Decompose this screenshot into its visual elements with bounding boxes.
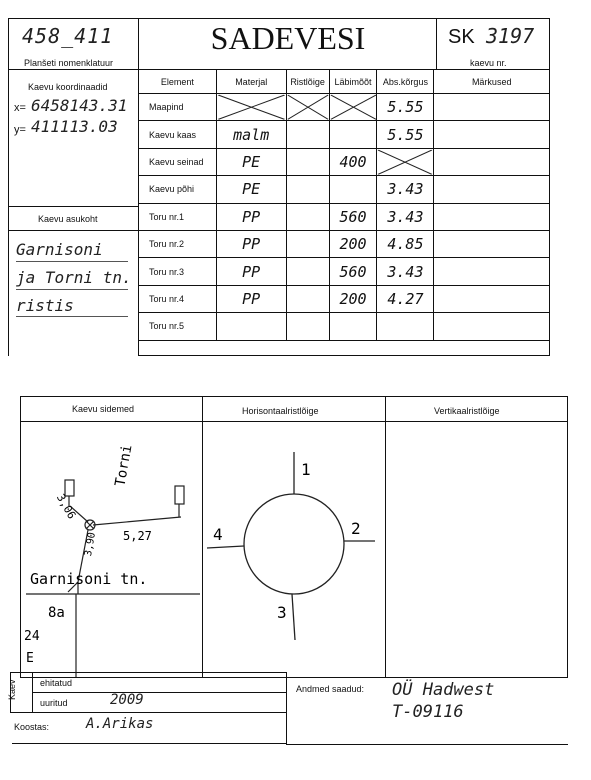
table-cell-height: 3.43 (377, 176, 434, 203)
table-header-row (139, 70, 550, 94)
col-element: Element (139, 70, 217, 94)
sheet-number-label: Planšeti nomenklatuur (24, 58, 114, 68)
table-cell-height: 4.27 (377, 285, 434, 312)
table-row (139, 121, 550, 148)
distance-a: 3,06 (53, 491, 79, 522)
uuritud-value: 2009 (110, 692, 144, 708)
kaev-label: Kaev (7, 679, 17, 700)
andmed-value-2: T-09116 (392, 702, 464, 722)
table-cell-cross (286, 94, 329, 121)
table-cell-material (216, 313, 286, 340)
table-cell-element: Toru nr.2 (139, 230, 217, 257)
col-abs-height: Abs.kõrgus (377, 70, 434, 94)
location-divider (8, 206, 139, 207)
table-cell-element: Toru nr.4 (139, 285, 217, 312)
cross-out-mark (377, 149, 433, 175)
table-cell-element: Kaevu kaas (139, 121, 217, 148)
horisontaal-label: Horisontaalristlõige (242, 406, 319, 416)
andmed-value-1: OÜ Hadwest (392, 680, 495, 700)
table-cell-material: malm (216, 121, 286, 148)
table-row (139, 258, 550, 285)
location-label: Kaevu asukoht (38, 214, 98, 224)
table-cell-material: PP (216, 285, 286, 312)
house-24-number: 24 (24, 629, 40, 644)
table-cell-cross (286, 258, 329, 285)
table-cell-notes (434, 258, 550, 285)
table-row (139, 176, 550, 203)
table-row (139, 203, 550, 230)
koostas-value: A.Arikas (86, 716, 154, 732)
location-line-3: ristis (16, 296, 74, 315)
koostas-label: Koostas: (14, 722, 50, 732)
table-cell-diameter: 560 (329, 258, 377, 285)
reference-post-2 (175, 486, 184, 504)
table-cell-notes (434, 176, 550, 203)
table-cell-cross (286, 230, 329, 257)
table-cell-diameter: 200 (329, 285, 377, 312)
pipe-1-number: 1 (301, 460, 311, 479)
table-cell-diameter: 400 (329, 148, 377, 175)
table-cell-material: PP (216, 203, 286, 230)
table-cell-cross (286, 176, 329, 203)
col-diameter: Läbimõõt (329, 70, 377, 94)
coord-y-prefix: y= (14, 124, 26, 136)
table-cell-notes (434, 230, 550, 257)
uuritud-label: uuritud (40, 698, 68, 708)
table-row (139, 148, 550, 175)
well-id-label: kaevu nr. (470, 58, 507, 68)
location-line-1: Garnisoni (16, 240, 103, 259)
vertikaal-label: Vertikaalristlõige (434, 406, 500, 416)
table-row (139, 285, 550, 312)
coord-x-value: 6458143.31 (31, 96, 128, 115)
table-cell-notes (434, 94, 550, 121)
coord-y-value: 411113.03 (31, 117, 118, 136)
table-cell-element: Kaevu seinad (139, 148, 217, 175)
cross-out-mark (287, 94, 329, 120)
table-cell-material: PE (216, 148, 286, 175)
table-cell-element: Maapind (139, 94, 217, 121)
table-row (139, 230, 550, 257)
pipe-3-line (292, 594, 295, 640)
table-cell-height (377, 148, 434, 175)
table-cell-material: PP (216, 230, 286, 257)
table-cell-cross (286, 313, 329, 340)
table-cell-element: Toru nr.3 (139, 258, 217, 285)
table-cell-element: Toru nr.5 (139, 313, 217, 340)
ehitatud-label: ehitatud (40, 678, 73, 688)
coord-x-prefix: x= (14, 102, 26, 114)
table-cell-cross (286, 203, 329, 230)
pipe-4-number: 4 (213, 525, 223, 544)
street-b-label: Garnisoni tn. (30, 570, 148, 588)
well-id-prefix: SK (448, 26, 475, 48)
document-title: SADEVESI (210, 20, 366, 56)
street-a-label: Torni (112, 443, 136, 488)
col-material: Materjal (216, 70, 286, 94)
table-cell-diameter: 200 (329, 230, 377, 257)
table-cell-height: 4.85 (377, 230, 434, 257)
distance-b: 5,27 (123, 529, 152, 543)
table-cell-height (377, 313, 434, 340)
table-cell-diameter (329, 121, 377, 148)
table-cell-cross (286, 285, 329, 312)
table-cell-notes (434, 148, 550, 175)
table-cell-height: 3.43 (377, 258, 434, 285)
table-cell-height: 5.55 (377, 121, 434, 148)
table-cell-material: PE (216, 176, 286, 203)
andmed-label: Andmed saadud: (296, 684, 365, 694)
frame-top (8, 18, 550, 19)
well-id-number: 3197 (486, 24, 535, 48)
coordinates-label: Kaevu koordinaadid (28, 82, 108, 92)
table-cell-cross (286, 121, 329, 148)
table-cell-diameter: 560 (329, 203, 377, 230)
location-sketch (20, 422, 202, 677)
house-24-letter: E (26, 651, 34, 666)
table-cell-cross (286, 148, 329, 175)
table-cell-notes (434, 121, 550, 148)
table-cell-element: Toru nr.1 (139, 203, 217, 230)
header-divider-right (436, 18, 437, 70)
tie-line-right (93, 517, 181, 525)
table-cell-material (216, 94, 286, 121)
table-cell-notes (434, 203, 550, 230)
table-cell-element: Kaevu põhi (139, 176, 217, 203)
table-cell-height: 3.43 (377, 203, 434, 230)
frame-bottom (138, 355, 550, 356)
sheet-number: 458_411 (22, 24, 114, 48)
well-table (138, 69, 550, 341)
table-cell-diameter (329, 176, 377, 203)
well-circle (244, 494, 344, 594)
pipe-2-number: 2 (351, 519, 361, 538)
col-notes: Märkused (434, 70, 550, 94)
pipe-3-number: 3 (277, 603, 287, 622)
cross-out-mark (217, 94, 286, 120)
horizontal-section (203, 422, 385, 677)
distance-c: 3,90 (83, 531, 99, 558)
location-label-line (8, 230, 139, 231)
cross-out-mark (330, 94, 377, 120)
table-cell-material: PP (216, 258, 286, 285)
table-cell-notes (434, 313, 550, 340)
sidemed-label: Kaevu sidemed (72, 404, 135, 414)
table-cell-diameter (329, 94, 377, 121)
col-cross-section: Ristlõige (286, 70, 329, 94)
table-cell-height: 5.55 (377, 94, 434, 121)
house-8a: 8a (48, 605, 65, 621)
pipe-4-line (207, 546, 244, 548)
table-row (139, 94, 550, 121)
location-line-2: ja Torni tn. (16, 268, 132, 287)
table-cell-diameter (329, 313, 377, 340)
table-cell-notes (434, 285, 550, 312)
table-row (139, 313, 550, 340)
